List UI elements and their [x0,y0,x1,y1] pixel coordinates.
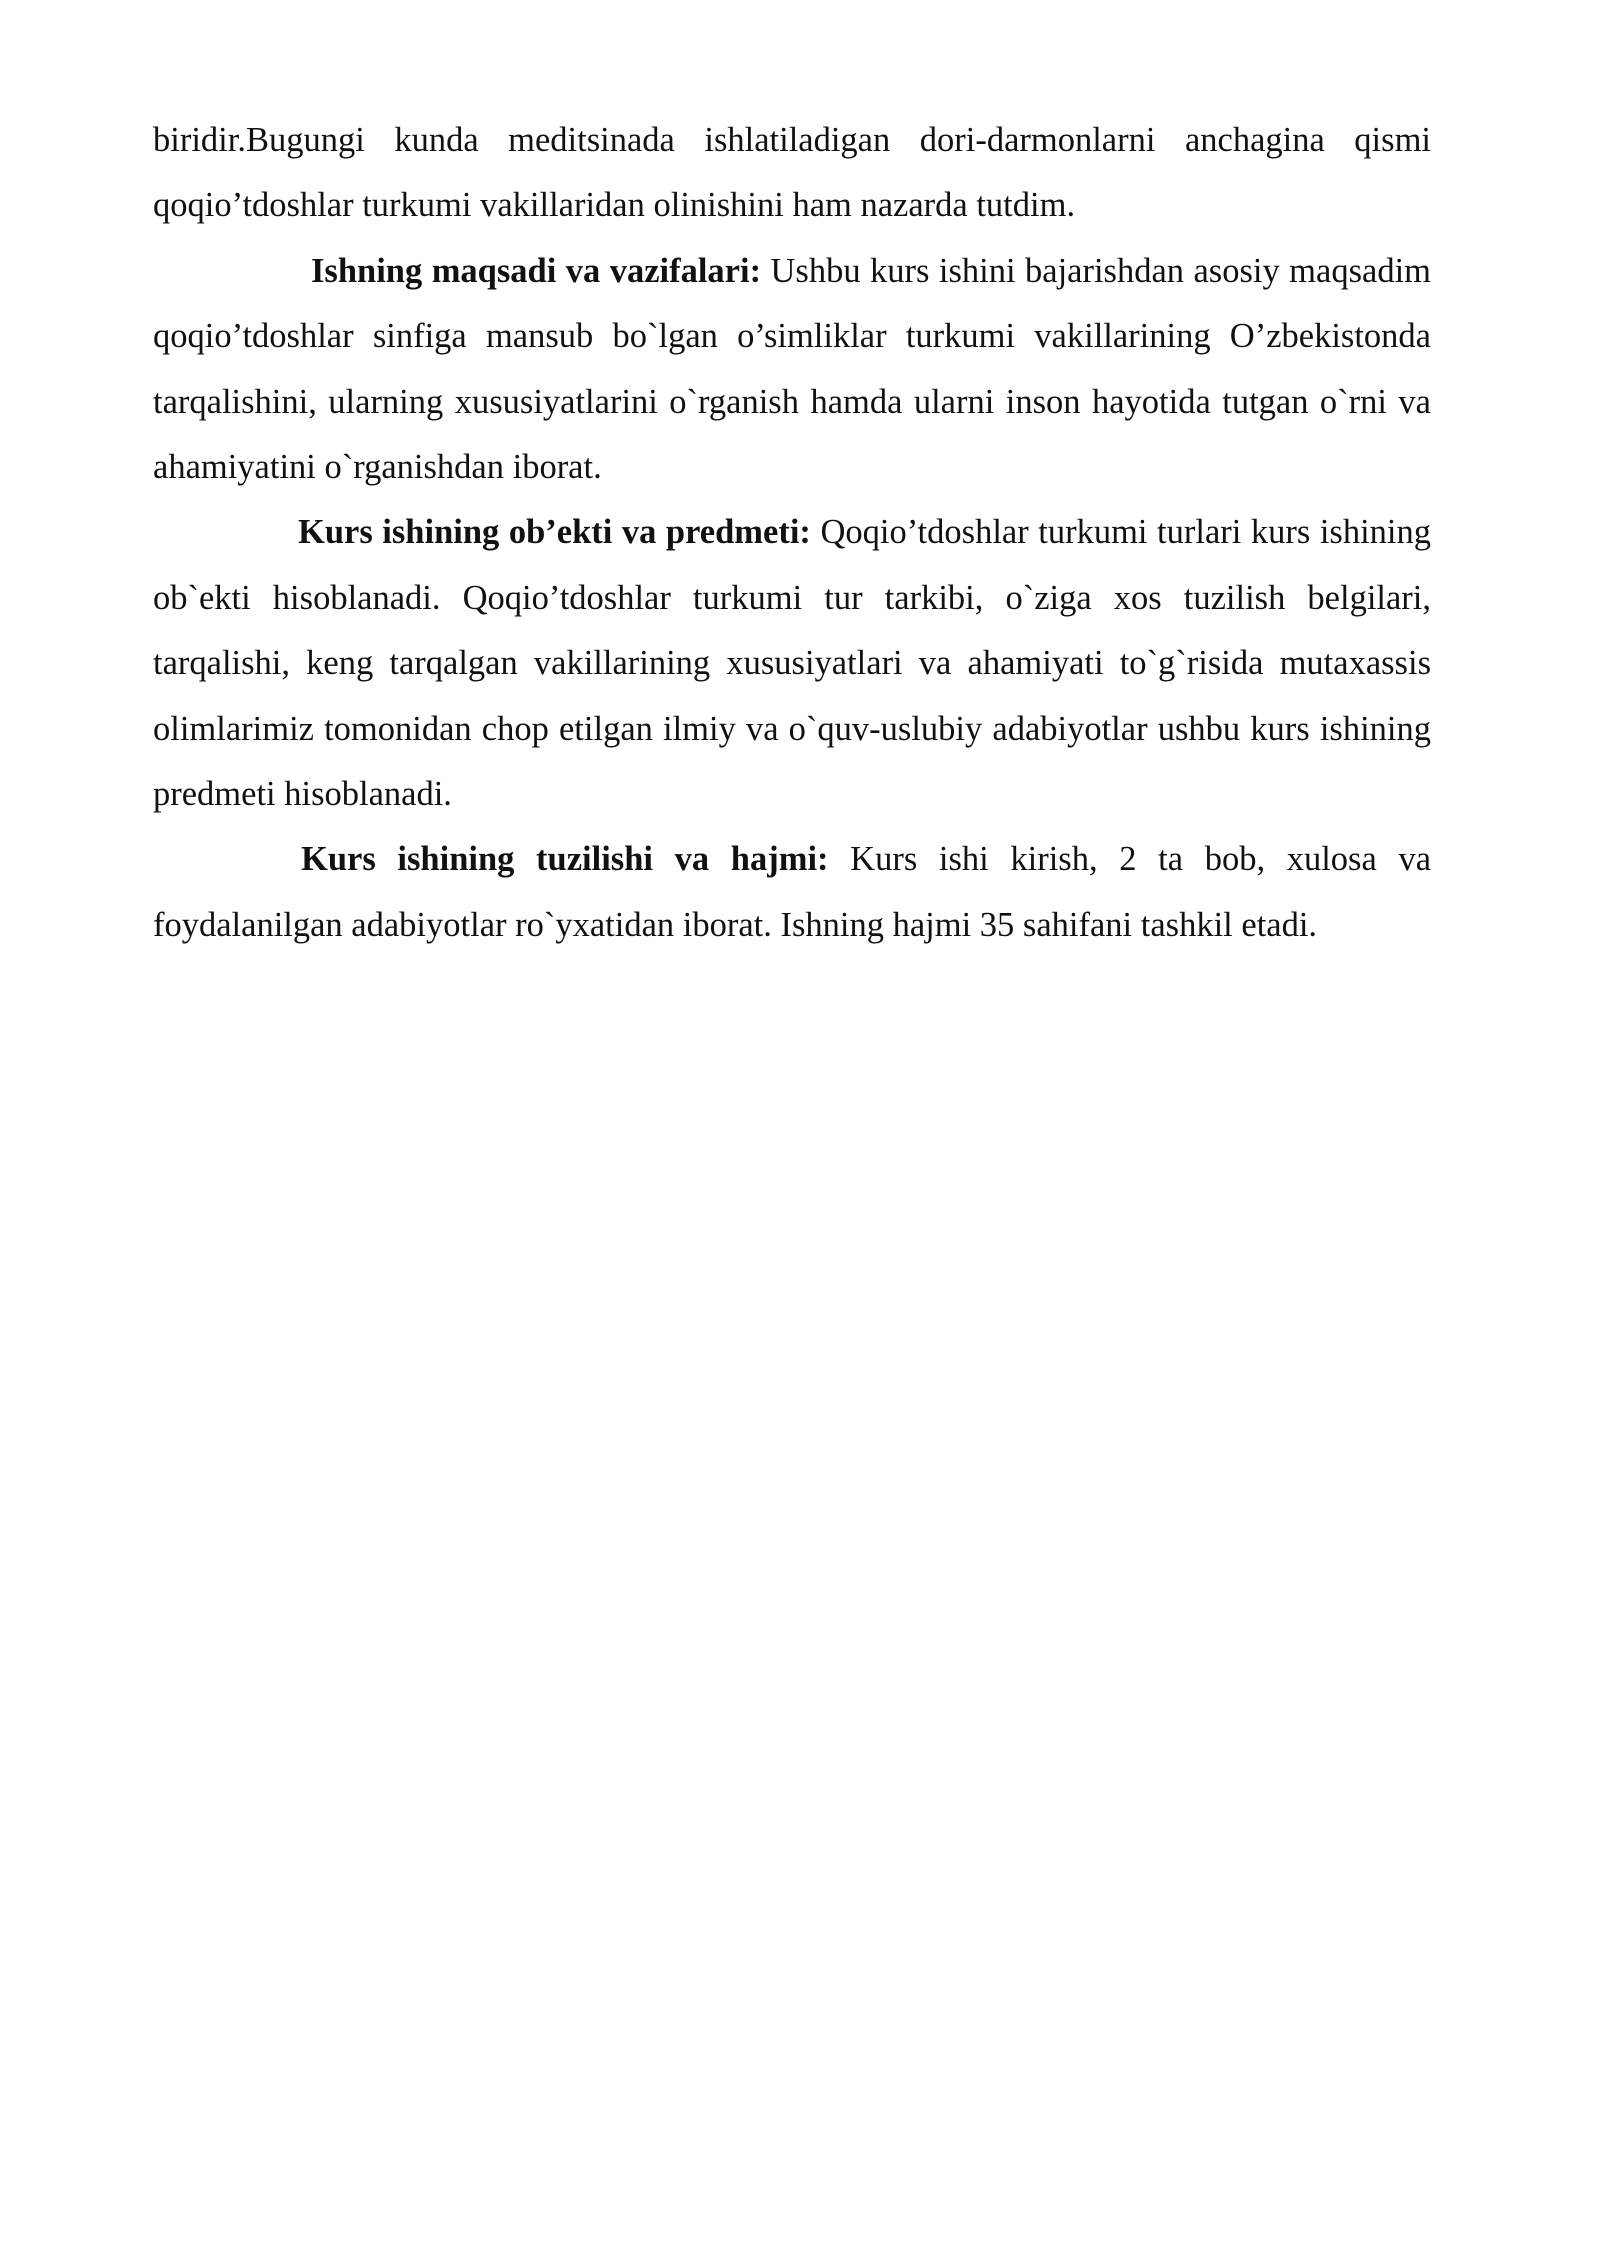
paragraph-text: Kurs ishi kirish, 2 ta bob, xulosa va foydalanilgan adabiyotlar ro`yxatidan iborat. Ishning hajmi 35 sahifani tashkil etadi. [153,840,1432,944]
paragraph-intro-continuation [153,108,1431,239]
paragraph-text: Qoqio’tdoshlar turkumi turlari kurs ishining ob`ekti hisoblanadi. Qoqio’tdoshlar turkumi tur tarkibi, o`ziga xos tuzilish belgilari, tarqalishi, keng tarqalgan vakillarining xususiyatlari va ahamiyati to`g`risida mutaxassis olimlarimiz tomonidan chop etilgan ilmiy va o`quv-uslubiy adabiyotlar ushbu kurs ishining predmeti hisoblanadi. [153,513,1431,814]
document-body [153,108,1431,958]
paragraph-structure-and-volume [153,827,1431,958]
paragraph-text: biridir.Bugungi kunda meditsinada ishlatiladigan dori-darmonlarni anchagina qismi qoqio’tdoshlar turkumi vakillaridan olinishini ham nazarda tutdim. [153,121,1431,225]
paragraph-heading: Kurs ishining ob’ekti va predmeti: [298,513,811,552]
paragraph-object-and-subject [153,500,1431,827]
paragraph-heading: Kurs ishining tuzilishi va hajmi: [301,840,829,879]
paragraph-aims-and-tasks [153,239,1431,501]
paragraph-heading: Ishning maqsadi va vazifalari: [311,251,762,290]
paragraph-text: Ushbu kurs ishini bajarishdan asosiy maqsadim qoqio’tdoshlar sinfiga mansub bo`lgan o’simliklar turkumi vakillarining O’zbekistonda tarqalishini, ularning xususiyatlarini o`rganish hamda ularni inson hayotida tutgan o`rni va ahamiyatini o`rganishdan iborat. [153,251,1431,487]
